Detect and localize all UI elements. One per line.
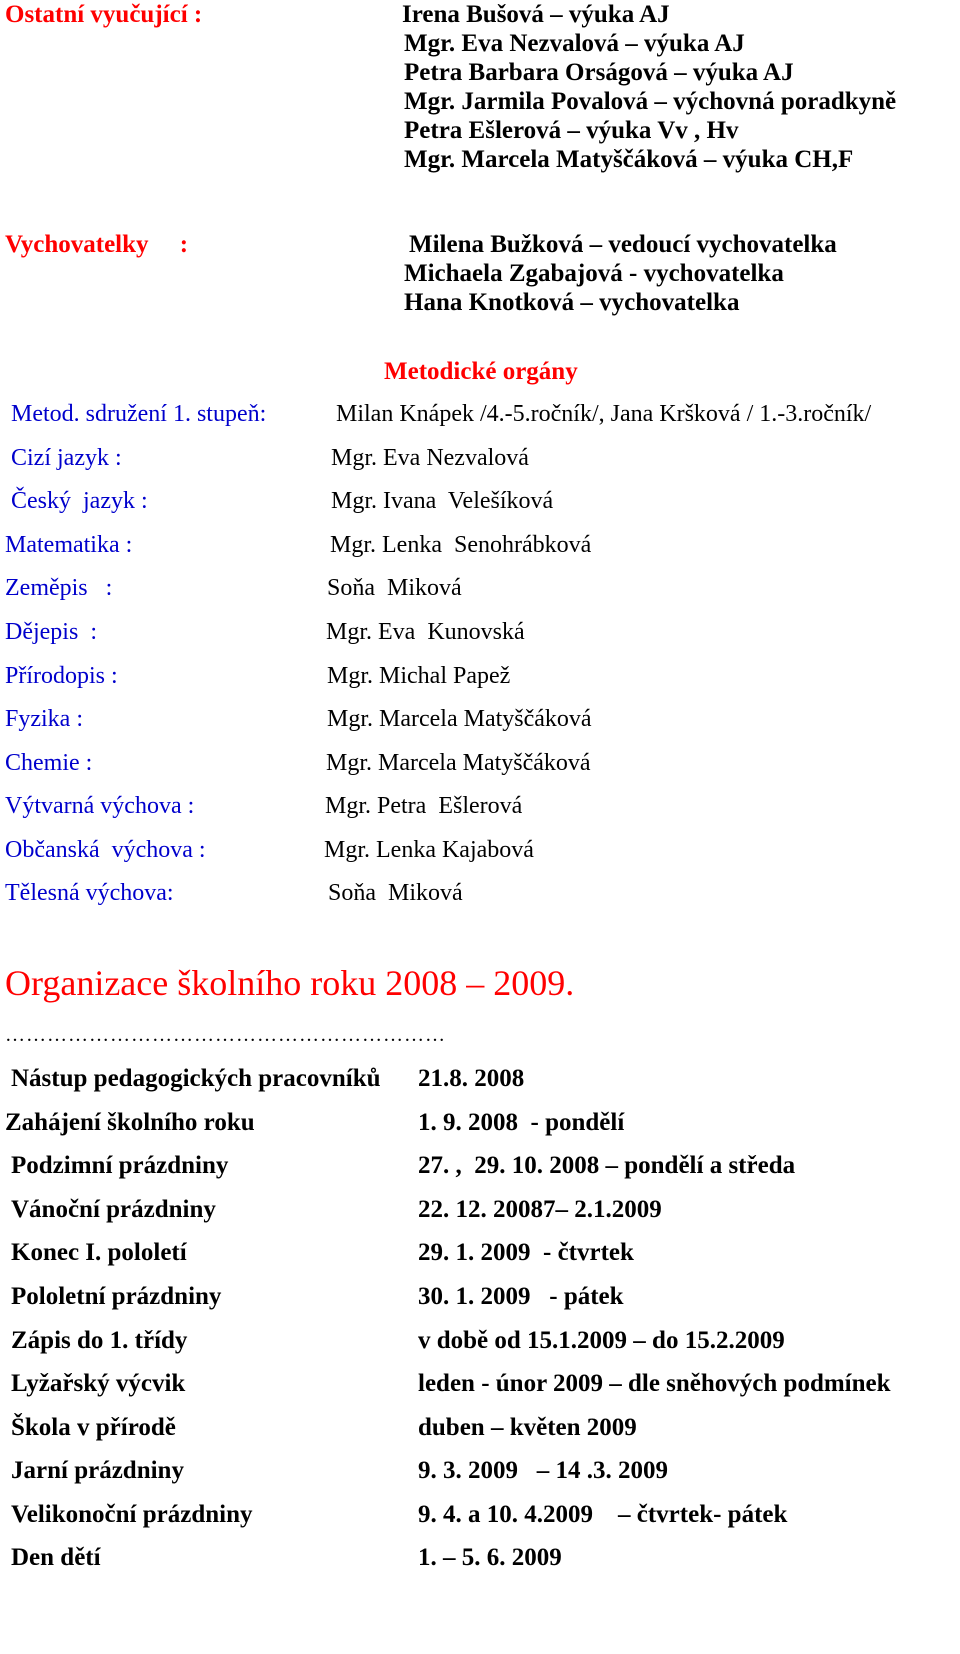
schedule-value: duben – květen 2009 — [418, 1414, 637, 1441]
methodical-label: Chemie : — [5, 750, 93, 776]
educators-label: Vychovatelky : — [5, 231, 189, 258]
methodical-value: Soňa Miková — [327, 575, 462, 601]
methodical-value: Mgr. Petra Ešlerová — [325, 793, 523, 819]
organization-title: Organizace školního roku 2008 – 2009. — [5, 963, 575, 1003]
schedule-label: Den dětí — [11, 1544, 101, 1571]
schedule-value: 9. 4. a 10. 4.2009 – čtvrtek- pátek — [418, 1501, 788, 1528]
schedule-label: Jarní prázdniny — [11, 1457, 184, 1484]
teacher-line: Mgr. Marcela Matyščáková – výuka CH,F — [404, 146, 854, 173]
methodical-label: Občanská výchova : — [5, 837, 206, 863]
methodical-value: Mgr. Ivana Velešíková — [331, 488, 554, 514]
educator-line: Milena Bužková – vedoucí vychovatelka — [409, 231, 837, 258]
schedule-label: Podzimní prázdniny — [11, 1152, 229, 1179]
methodical-value: Mgr. Michal Papež — [327, 663, 511, 689]
methodical-label: Metod. sdružení 1. stupeň: — [11, 401, 267, 427]
schedule-label: Lyžařský výcvik — [11, 1370, 186, 1397]
methodical-value: Mgr. Marcela Matyščáková — [326, 750, 591, 776]
schedule-label: Konec I. pololetí — [11, 1239, 187, 1266]
methodical-value: Mgr. Lenka Senohrábková — [330, 532, 592, 558]
schedule-value: 27. , 29. 10. 2008 – pondělí a středa — [418, 1152, 796, 1179]
schedule-value: 1. – 5. 6. 2009 — [418, 1544, 562, 1571]
schedule-label: Zahájení školního roku — [5, 1109, 255, 1136]
educator-line: Hana Knotková – vychovatelka — [404, 289, 740, 316]
schedule-label: Vánoční prázdniny — [11, 1196, 216, 1223]
methodical-label: Výtvarná výchova : — [5, 793, 195, 819]
methodical-label: Cizí jazyk : — [11, 445, 122, 471]
schedule-value: 29. 1. 2009 - čtvrtek — [418, 1239, 634, 1266]
schedule-value: 1. 9. 2008 - pondělí — [418, 1109, 625, 1136]
methodical-value: Mgr. Lenka Kajabová — [324, 837, 534, 863]
schedule-label: Zápis do 1. třídy — [11, 1327, 188, 1354]
methodical-value: Mgr. Marcela Matyščáková — [327, 706, 592, 732]
schedule-label: Velikonoční prázdniny — [11, 1501, 253, 1528]
methodical-value: Soňa Miková — [328, 880, 463, 906]
schedule-value: 21.8. 2008 — [418, 1065, 525, 1092]
methodical-value: Milan Knápek /4.-5.ročník/, Jana Kršková / 1.-3.ročník/ — [336, 401, 872, 427]
dotted-separator: ……………………………………………………… — [5, 1024, 446, 1046]
educator-line: Michaela Zgabajová - vychovatelka — [404, 260, 784, 287]
schedule-value: v době od 15.1.2009 – do 15.2.2009 — [418, 1327, 785, 1354]
methodical-label: Tělesná výchova: — [5, 880, 174, 906]
schedule-value: 30. 1. 2009 - pátek — [418, 1283, 624, 1310]
methodical-value: Mgr. Eva Nezvalová — [331, 445, 529, 471]
teacher-line: Petra Barbara Orságová – výuka AJ — [404, 59, 794, 86]
schedule-label: Škola v přírodě — [11, 1414, 176, 1441]
methodical-label: Český jazyk : — [11, 488, 148, 514]
methodical-label: Matematika : — [5, 532, 133, 558]
schedule-label: Nástup pedagogických pracovníků — [11, 1065, 381, 1092]
teachers-label: Ostatní vyučující : — [5, 1, 203, 28]
schedule-value: 9. 3. 2009 – 14 .3. 2009 — [418, 1457, 668, 1484]
methodical-heading: Metodické orgány — [384, 358, 578, 385]
teacher-line: Petra Ešlerová – výuka Vv , Hv — [404, 117, 739, 144]
methodical-label: Zeměpis : — [5, 575, 113, 601]
methodical-label: Přírodopis : — [5, 663, 118, 689]
teacher-line: Mgr. Jarmila Povalová – výchovná poradkyně — [404, 88, 897, 115]
schedule-value: 22. 12. 20087– 2.1.2009 — [418, 1196, 662, 1223]
schedule-label: Pololetní prázdniny — [11, 1283, 222, 1310]
teacher-line: Mgr. Eva Nezvalová – výuka AJ — [404, 30, 745, 57]
methodical-value: Mgr. Eva Kunovská — [326, 619, 525, 645]
teacher-line: Irena Bušová – výuka AJ — [402, 1, 670, 28]
methodical-label: Dějepis : — [5, 619, 97, 645]
methodical-label: Fyzika : — [5, 706, 83, 732]
schedule-value: leden - únor 2009 – dle sněhových podmínek — [418, 1370, 891, 1397]
